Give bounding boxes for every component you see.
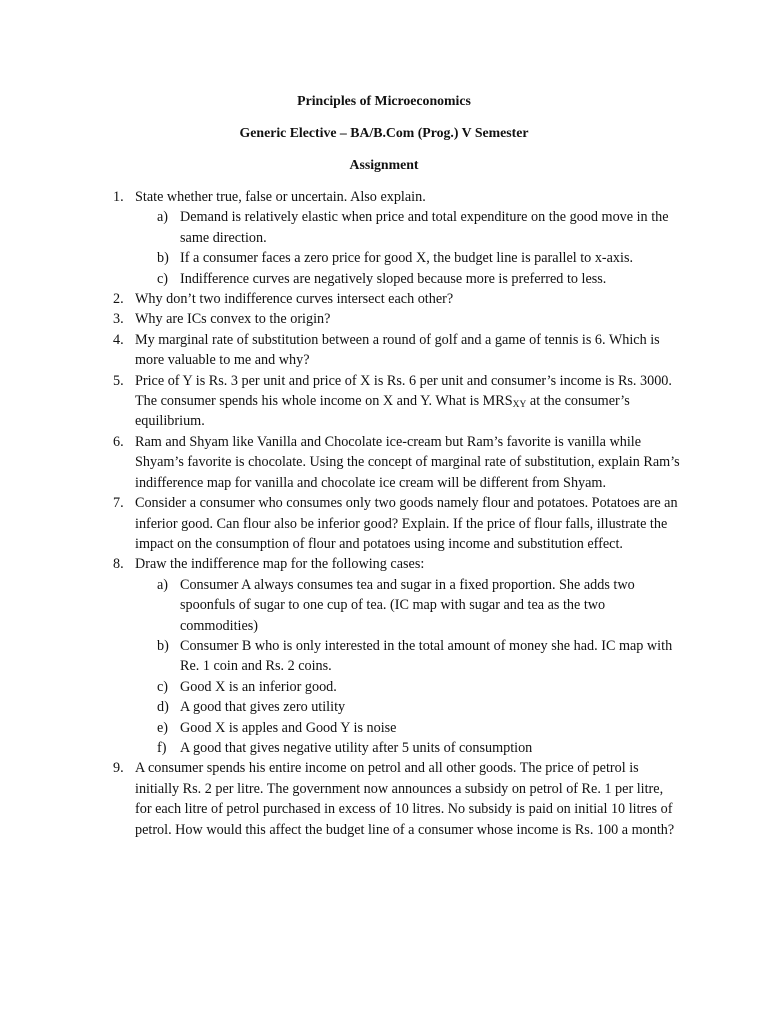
question-6 — [0, 432, 768, 493]
part-text: If a consumer faces a zero price for good X, the budget line is parallel to x-axis. — [180, 250, 634, 267]
question-text: Draw the indifference map for the following cases: — [135, 556, 425, 573]
part-label: d) — [157, 699, 169, 716]
course-subtitle: Generic Elective – BA/B.Com (Prog.) V Semester — [239, 125, 529, 140]
part-text: A good that gives negative utility after 5 units of consumption — [180, 739, 533, 756]
question-text: My marginal rate of substitution between a round of golf and a game of tennis is 6. Which is more valuable to me and why? — [135, 331, 660, 369]
question-number: 5. — [113, 372, 124, 389]
question-4 — [0, 330, 768, 371]
question-8-part-e — [0, 718, 768, 738]
question-number: 1. — [113, 189, 124, 205]
question-text: State whether true, false or uncertain. Also explain. — [135, 189, 426, 205]
question-text-before: Price of Y is Rs. 3 per unit and price of X is Rs. 6 per unit and consumer’s income is Rs. 3000. The consumer spends his whole income on X and Y. What is MRS — [135, 372, 672, 410]
question-text: A consumer spends his entire income on petrol and all other goods. The price of petrol is initially Rs. 2 per litre. The government now announces a subsidy on petrol of Re. 1 per litre, for each litre of petrol purchased in excess of 10 litres. No subsidy is paid on initial 10 litres of petrol. How would this affect the budget line of a consumer whose income is Rs. 100 a month? — [135, 760, 675, 838]
part-label: c) — [157, 270, 169, 287]
question-number: 3. — [113, 311, 124, 328]
part-text: Demand is relatively elastic when price and total expenditure on the good move in the same direction. — [180, 209, 669, 246]
question-9 — [0, 758, 768, 840]
part-text: A good that gives zero utility — [180, 699, 346, 716]
part-label: b) — [157, 637, 169, 654]
question-number: 7. — [113, 495, 124, 512]
part-text: Consumer B who is only interested in the total amount of money she had. IC map with Re. 1 coin and Rs. 2 coins. — [180, 637, 673, 675]
question-1-part-c — [0, 269, 768, 289]
question-number: 9. — [113, 760, 124, 777]
question-number: 6. — [113, 433, 124, 450]
question-text: Why are ICs convex to the origin? — [135, 311, 331, 328]
part-label: c) — [157, 678, 169, 695]
question-list — [0, 187, 768, 840]
question-2 — [0, 289, 768, 309]
mrs-subscript: XY — [512, 400, 527, 411]
question-5 — [0, 371, 768, 432]
part-text: Indifference curves are negatively sloped because more is preferred to less. — [180, 270, 607, 287]
part-label: b) — [157, 250, 169, 267]
question-8-part-d — [0, 697, 768, 717]
question-1 — [0, 187, 768, 207]
document-title: Principles of Microeconomics — [297, 93, 471, 108]
part-label: f) — [157, 739, 167, 756]
question-1-part-b — [0, 248, 768, 268]
question-8-part-c — [0, 677, 768, 697]
question-3 — [0, 309, 768, 329]
question-text: Ram and Shyam like Vanilla and Chocolate ice-cream but Ram’s favorite is vanilla while Shyam’s favorite is chocolate. Using the concept of marginal rate of substitution, explain Ram’s indifference map for vanilla and chocolate ice cream will be different from Shyam. — [135, 433, 680, 491]
document-type-heading: Assignment — [349, 157, 419, 172]
part-text: Consumer A always consumes tea and sugar in a fixed proportion. She adds two spoonfuls of sugar to one cup of tea. (IC map with sugar and tea as the two commodities) — [180, 576, 635, 634]
question-text: Why don’t two indifference curves intersect each other? — [135, 291, 454, 308]
question-text: Consider a consumer who consumes only two goods namely flour and potatoes. Potatoes are an inferior good. Can flour also be inferior good? Explain. If the price of flour falls, illustrate the impact on the consumption of flour and potatoes using income and substitution effect. — [135, 495, 678, 552]
part-label: a) — [157, 209, 169, 226]
part-label: a) — [157, 576, 169, 593]
question-number: 4. — [113, 331, 124, 348]
question-number: 2. — [113, 291, 124, 308]
question-8-part-a — [0, 575, 768, 636]
question-8-part-f — [0, 738, 768, 758]
question-number: 8. — [113, 556, 124, 573]
question-8 — [0, 554, 768, 574]
question-1-part-a — [0, 207, 768, 248]
part-text: Good X is apples and Good Y is noise — [180, 719, 397, 736]
question-8-part-b — [0, 636, 768, 677]
question-7 — [0, 493, 768, 554]
question-text-after: at the consumer’s equilibrium. — [135, 393, 630, 430]
part-label: e) — [157, 719, 169, 736]
part-text: Good X is an inferior good. — [180, 678, 337, 695]
